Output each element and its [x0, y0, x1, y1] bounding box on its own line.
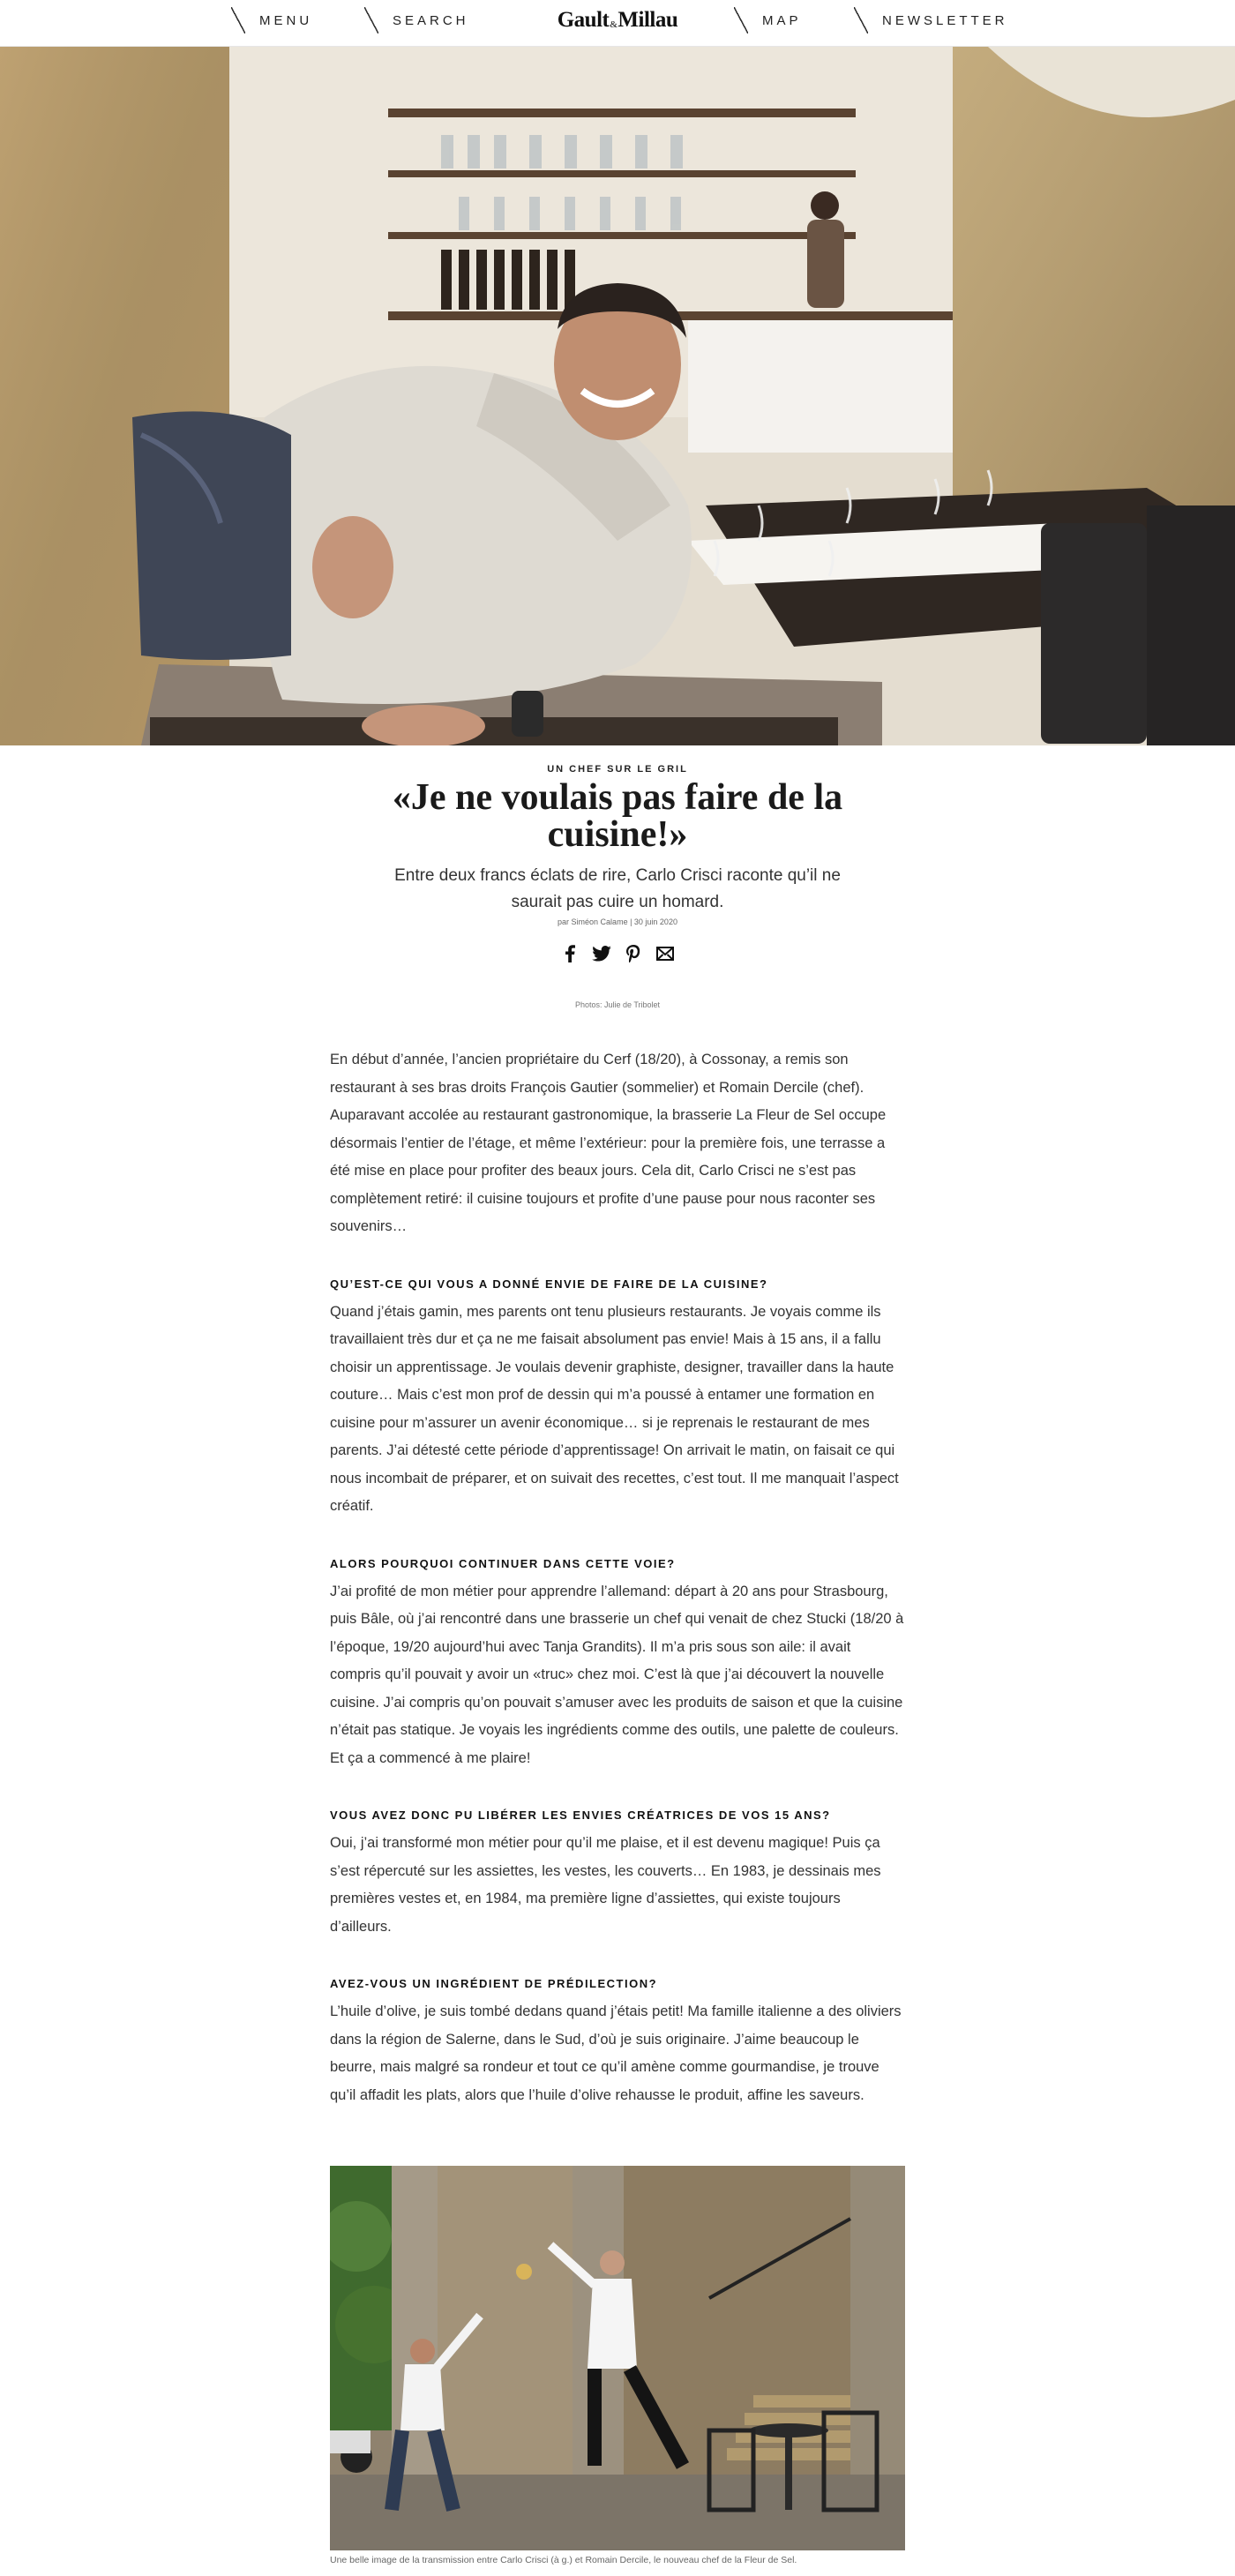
slash-divider-icon [364, 7, 378, 34]
gault-millau-logo[interactable] [555, 7, 680, 34]
share-bar [0, 944, 1235, 963]
answer-paragraph: J’ai profité de mon métier pour apprendre l’allemand: départ à 20 ans pour Strasbourg, puis Bâle, où j’ai rencontré dans une brasserie un chef qui venait de chez Stucki (18/20 à l’époque, 19/20 aujourd’hui avec Tanja Grandits). Il m’a pris sous son aile: il avait compris qu’il pouvait y avoir un «truc» chez moi. C’est là que j’ai découvert la nouvelle cuisine. J’ai compris qu’on pouvait s’amuser avec les produits de saison et que la cuisine n’était pas statique. Je voyais les ingrédients comme des outils, une palette de couleurs. Et ça a commencé à me plaire! [330, 1583, 904, 1766]
photo-caption: Une belle image de la transmission entre Carlo Crisci (à g.) et Romain Dercile, le nouveau chef de la Fleur de Sel. [330, 2555, 797, 2565]
twitter-icon[interactable] [592, 944, 611, 963]
nav-menu-button[interactable] [231, 7, 312, 34]
article-byline: par Siméon Calame | 30 juin 2020 [558, 917, 677, 926]
logo-text-left: Gault [557, 8, 610, 32]
slash-divider-icon [854, 7, 868, 34]
answer-paragraph: Quand j’étais gamin, mes parents ont tenu plusieurs restaurants. Je voyais comme ils travaillaient très dur et ça ne me faisait absolument pas envie! Mais à 15 ans, il a fallu choisir un apprentissage. Je voulais devenir graphiste, designer, travailler dans la haute couture… Mais c’est mon prof de dessin qui m’a poussé à entamer une formation en cuisine pour m’assurer un avenir économique… si je reprenais le restaurant de mes parents. J’ai détesté cette période d’apprentissage! On arrivait le matin, on faisait ce qui nous incombait de préparer, et on suivait des recettes, c’est tout. Il me manquait l’aspect créatif. [330, 1303, 899, 1514]
answer-paragraph: L’huile d’olive, je suis tombé dedans quand j’étais petit! Ma famille italienne a des oliviers dans la région de Salerne, dans le Sud, d’où je suis originaire. J’aime beaucoup le beurre, mais malgré sa rondeur et tout ce qu’il amène comme gourmandise, je trouve qu’il affadit les plats, alors que l’huile d’olive rehausse le produit, affine les saveurs. [330, 2003, 902, 2103]
article-title: «Je ne voulais pas faire de la cuisine!» [392, 777, 843, 855]
nav-search-button[interactable] [364, 7, 469, 34]
photo-two-chefs-courtyard [330, 2166, 905, 2550]
nav-menu-label: MENU [259, 12, 313, 28]
question-heading: QU’EST-CE QUI VOUS A DONNÉ ENVIE DE FAIRE DE LA CUISINE? [330, 1277, 768, 1291]
nav-newsletter-label: NEWSLETTER [882, 12, 1008, 28]
logo-ampersand: & [610, 19, 618, 30]
nav-newsletter-button[interactable] [854, 7, 1008, 34]
facebook-icon[interactable] [560, 944, 580, 963]
photo-credit: Photos: Julie de Tribolet [574, 1000, 661, 1009]
article-intro-paragraph: En début d’année, l’ancien propriétaire du Cerf (18/20), à Cossonay, a remis son restaurant à ses bras droits François Gautier (sommelier) et Romain Dercile (chef). Auparavant accolée au restaurant gastronomique, la brasserie La Fleur de Sel occupe désormais l’entier de l’étage, et même l’extérieur: pour la première fois, une terrasse a été mise en place pour profiter des beaux jours. Cela dit, Carlo Crisci ne s’est pas complètement retiré: il cuisine toujours et profite d’une pause pour nous raconter ses souvenirs… [330, 1052, 887, 1234]
nav-map-button[interactable] [734, 7, 802, 34]
question-heading: VOUS AVEZ DONC PU LIBÉRER LES ENVIES CRÉATRICES DE VOS 15 ANS? [330, 1808, 831, 1822]
hero-photo-illustration [0, 47, 1235, 745]
article-lead: Entre deux francs éclats de rire, Carlo Crisci raconte qu’il ne saurait pas cuire un homard. [394, 866, 841, 911]
slash-divider-icon [734, 7, 748, 34]
photo-two-chefs-illustration [330, 2166, 905, 2550]
answer-paragraph: Oui, j’ai transformé mon métier pour qu’il me plaise, et il est devenu magique! Puis ça s’est répercuté sur les assiettes, les vestes, les couverts… En 1983, je dessinais mes premières vestes et, en 1984, ma première ligne d’assiettes, qui existe toujours d’ailleurs. [330, 1835, 881, 1935]
question-heading: AVEZ-VOUS UN INGRÉDIENT DE PRÉDILECTION? [330, 1977, 658, 1990]
top-navigation [0, 0, 1235, 47]
question-heading: ALORS POURQUOI CONTINUER DANS CETTE VOIE? [330, 1556, 676, 1570]
hero-photo-chef-in-restaurant [0, 47, 1235, 745]
logo-text-right: Millau [618, 8, 678, 32]
slash-divider-icon [231, 7, 245, 34]
pinterest-icon[interactable] [624, 944, 643, 963]
article-kicker: UN CHEF SUR LE GRIL [547, 764, 688, 775]
nav-map-label: MAP [762, 12, 802, 28]
email-icon[interactable] [655, 944, 675, 963]
article-body [330, 1046, 905, 2109]
nav-search-label: SEARCH [393, 12, 469, 28]
